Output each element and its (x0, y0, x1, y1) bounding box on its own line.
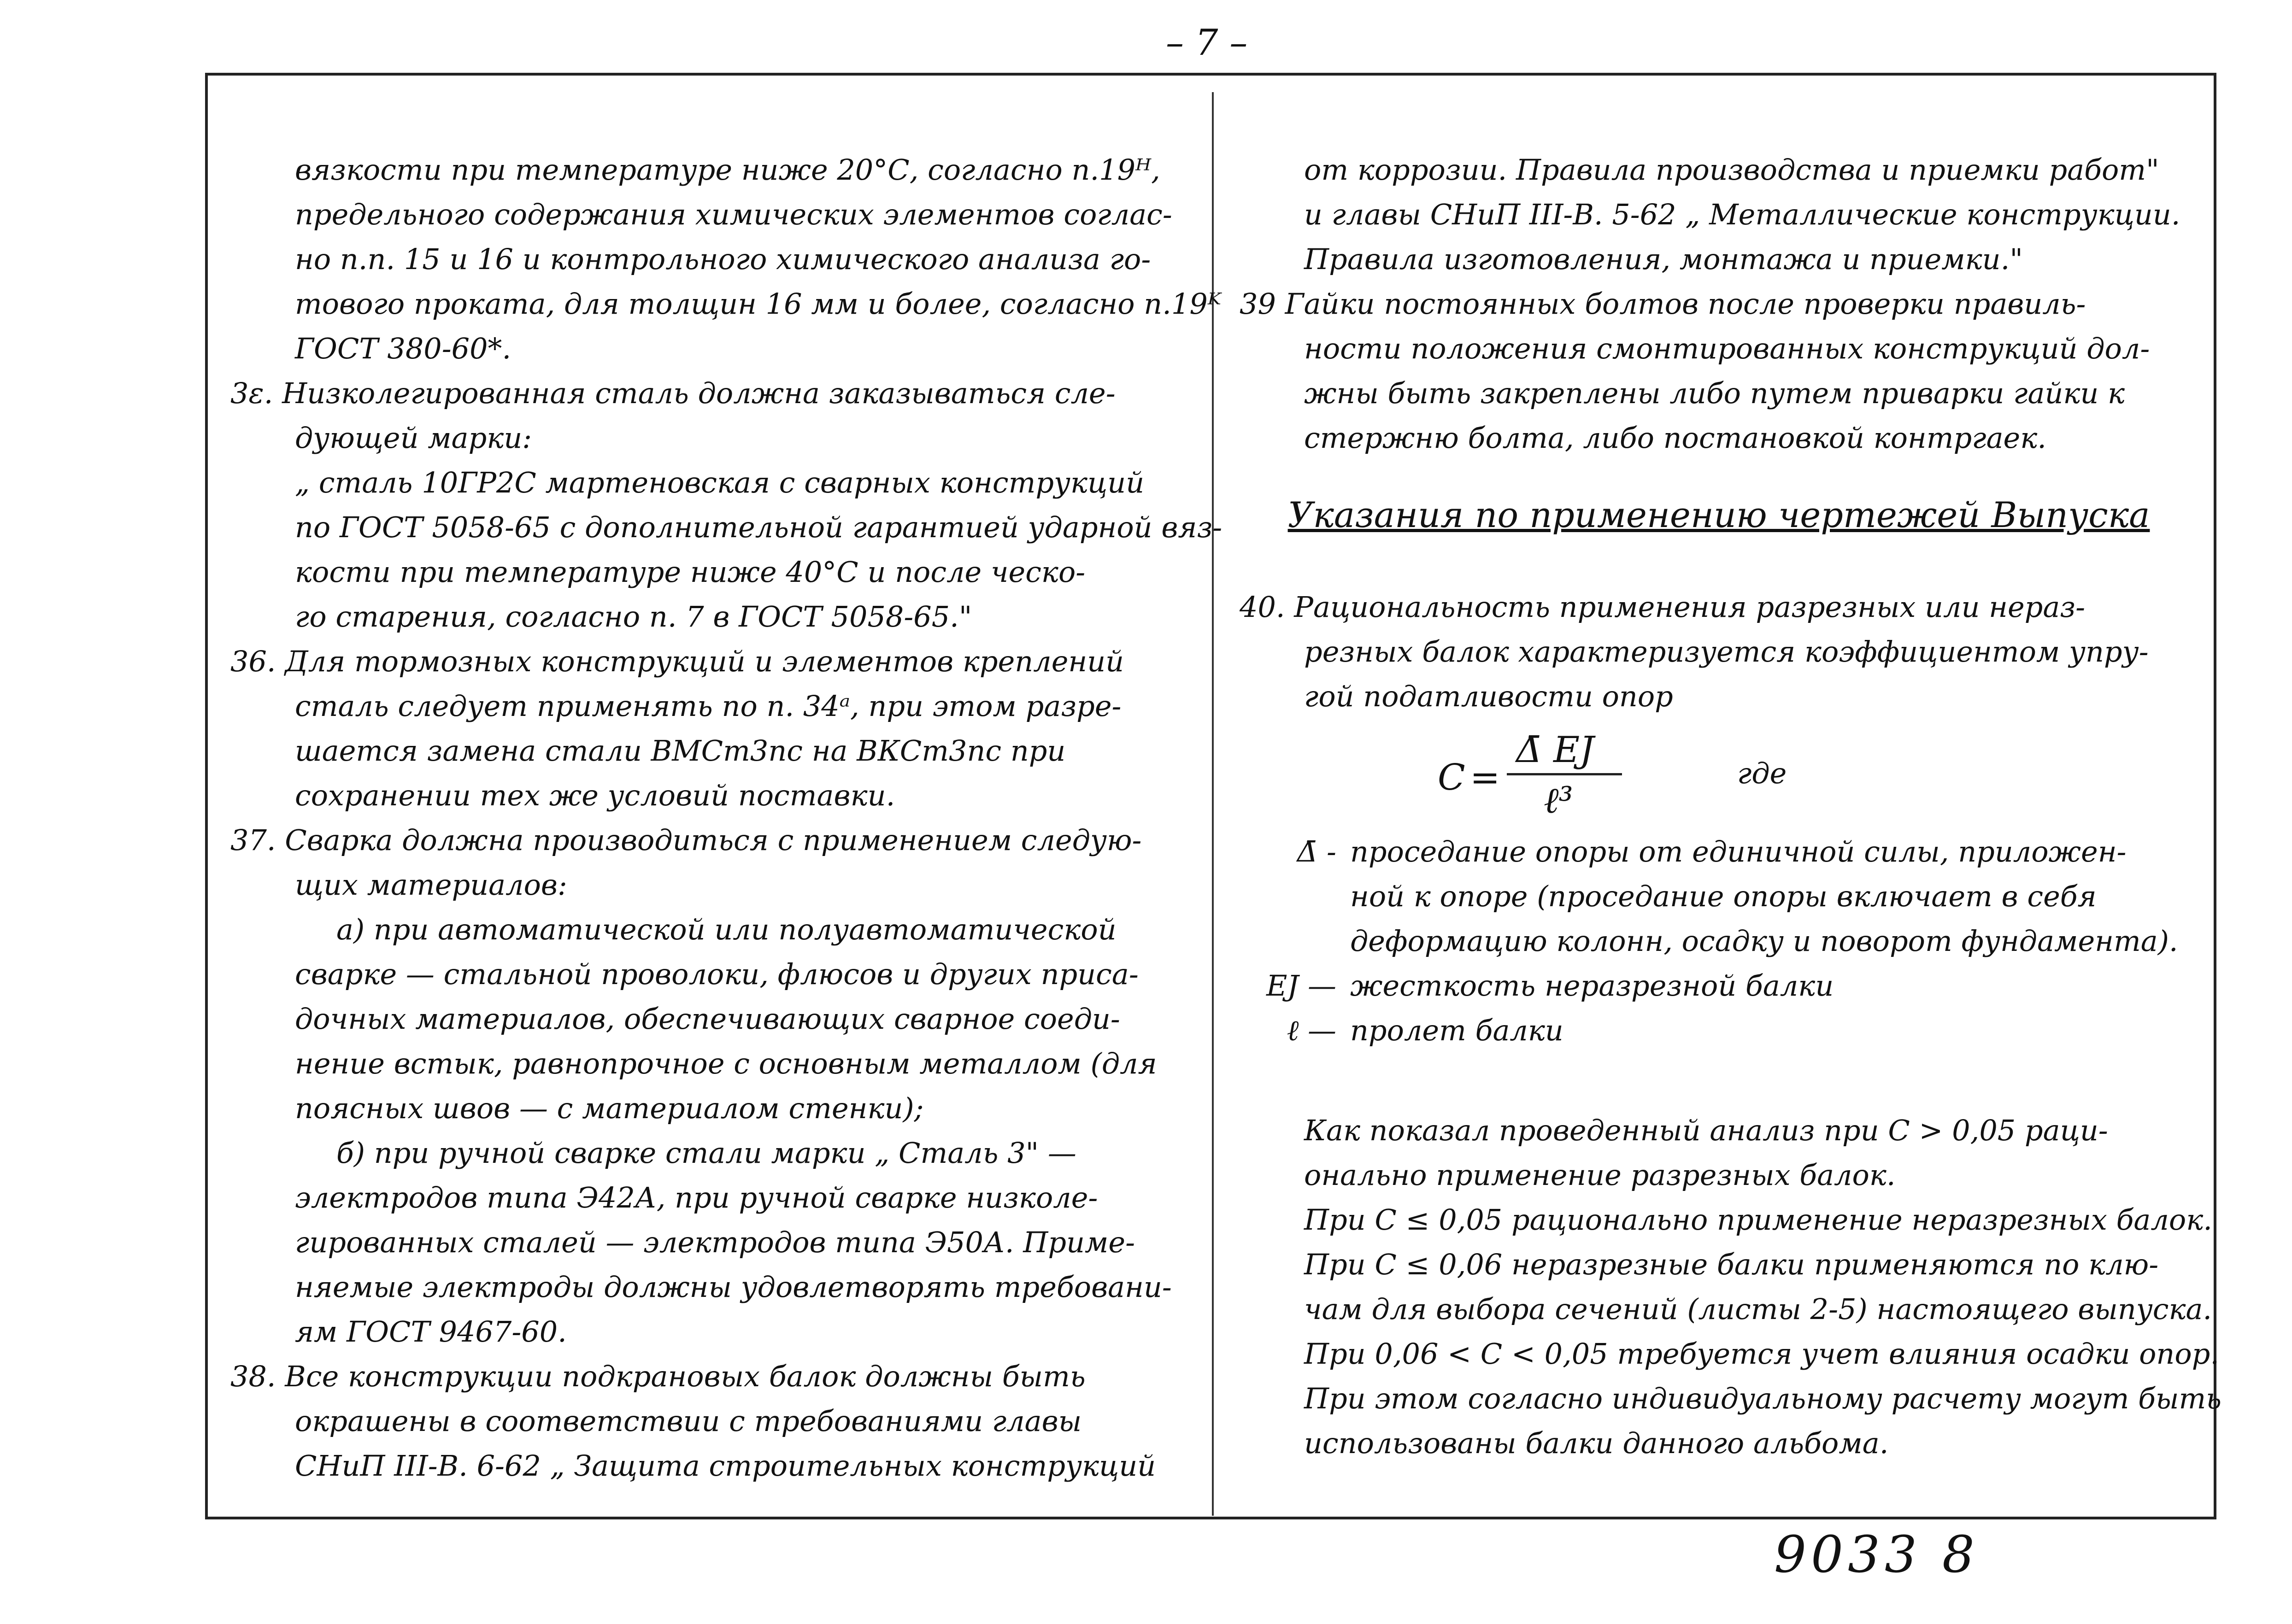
text-line: „ сталь 10ГР2С мартеновская с сварных конструкций (295, 466, 1145, 499)
text-line: ГОСТ 380-60*. (295, 332, 511, 365)
text-line: предельного содержания химических элементов соглас- (295, 198, 1172, 231)
left-column (230, 147, 1222, 1488)
text-line: При C ≤ 0,06 неразрезные балки применяются по клю- (1304, 1248, 2159, 1281)
text-line: щих материалов: (295, 868, 567, 902)
text-line: онально применение разрезных балок. (1304, 1158, 1896, 1192)
text-line: При этом согласно индивидуальному расчету могут быть (1304, 1382, 2221, 1415)
text-line: 39 Гайки постоянных болтов после проверки правиль- (1240, 287, 2086, 321)
text-line: 36. Для тормозных конструкций и элементов креплений (230, 645, 1124, 678)
formula (1240, 719, 2198, 829)
formula-where: где (1737, 756, 1787, 790)
text-line: 40. Рациональность применения разрезных или нераз- (1240, 590, 2086, 624)
text-line: Как показал проведенный анализ при C > 0,05 раци- (1304, 1114, 2108, 1147)
text-line: гированных сталей — электродов типа Э50А. Приме- (295, 1225, 1135, 1259)
text-line: поясных швов — с материалом стенки); (295, 1091, 924, 1125)
formula-equals: = (1470, 757, 1500, 798)
section-heading: Указания по применению чертежей Выпуска (1287, 494, 2150, 535)
definitions-block (1240, 829, 2198, 1053)
formula-numerator: Δ̄ EJ (1516, 729, 1594, 771)
text-line: дующей марки: (295, 421, 532, 455)
definition-text: пролет балки (1350, 1014, 1563, 1047)
text-line: СНиП III-В. 6-62 „ Защита строительных конструкций (295, 1449, 1156, 1483)
text-line: чам для выбора сечений (листы 2-5) настоящего выпуска. (1304, 1292, 2212, 1326)
text-line: стержню болта, либо постановкой контргаек. (1304, 421, 2046, 455)
definition-symbol: ℓ — (1287, 1014, 1336, 1047)
text-line: резных балок характеризуется коэффициентом упру- (1304, 635, 2149, 668)
text-line: При C ≤ 0,05 рационально применение неразрезных балок. (1304, 1203, 2212, 1237)
text-line: жны быть закреплены либо путем приварки гайки к (1304, 376, 2125, 410)
text-line: и главы СНиП III-В. 5-62 „ Металлические конструкции. (1304, 198, 2180, 231)
text-line: кости при температуре ниже 40°С и после ческо- (295, 555, 1086, 589)
right-mid-block (1240, 585, 2198, 719)
text-line: го старения, согласно п. 7 в ГОСТ 5058-65." (295, 600, 972, 633)
text-line: ности положения смонтированных конструкций дол- (1304, 332, 2150, 365)
formula-lhs: C (1438, 757, 1465, 798)
definition-text: деформацию колонн, осадку и поворот фундамента). (1350, 924, 2178, 958)
definition-symbol: Δ̄ - (1297, 835, 1336, 868)
text-line: шается замена стали ВМСт3пс на ВКСт3пс при (295, 734, 1066, 768)
page-number: – 7 – (1166, 22, 1248, 64)
text-line: использованы балки данного альбома. (1304, 1426, 1889, 1460)
text-line: сварке — стальной проволоки, флюсов и других приса- (295, 957, 1139, 991)
text-line: сталь следует применять по п. 34ᵃ, при этом разре- (295, 689, 1122, 723)
text-line: 38. Все конструкции подкрановых балок должны быть (230, 1360, 1086, 1393)
text-line: ям ГОСТ 9467-60. (295, 1315, 567, 1348)
text-line: При 0,06 < C < 0,05 требуется учет влияния осадки опор. (1304, 1337, 2220, 1371)
text-line: электродов типа Э42А, при ручной сварке низколе- (295, 1181, 1098, 1214)
text-line: нение встык, равнопрочное с основным металлом (для (295, 1047, 1157, 1080)
sheet-code: 9033 8 (1774, 1525, 1979, 1584)
right-top-block (1240, 147, 2198, 460)
definition-row (1240, 1008, 2198, 1053)
definition-row (1240, 963, 2198, 1008)
right-bottom-block (1240, 1108, 2221, 1466)
text-line: дочных материалов, обеспечивающих сварное соеди- (295, 1002, 1120, 1036)
text-line: по ГОСТ 5058-65 с дополнительной гарантией ударной вяз- (295, 510, 1222, 544)
text-line: Правила изготовления, монтажа и приемки." (1304, 242, 2023, 276)
text-line: 37. Сварка должна производиться с применением следую- (230, 823, 1142, 857)
definition-text: жесткость неразрезной балки (1350, 969, 1834, 1003)
formula-denominator: ℓ³ (1544, 780, 1573, 821)
definition-text: ной к опоре (проседание опоры включает в себя (1350, 879, 2097, 913)
text-line: но п.п. 15 и 16 и контрольного химического анализа го- (295, 242, 1151, 276)
text-line: сохранении тех же условий поставки. (295, 779, 895, 812)
definition-symbol: EJ — (1266, 969, 1336, 1003)
text-line: няемые электроды должны удовлетворять требовани- (295, 1270, 1172, 1304)
right-column (1240, 147, 2221, 1466)
definition-row (1240, 829, 2198, 874)
text-line: от коррозии. Правила производства и приемки работ" (1304, 153, 2159, 187)
text-line: окрашены в соответствии с требованиями главы (295, 1404, 1082, 1438)
text-line: тового проката, для толщин 16 мм и более, согласно п.19ᴷ (295, 287, 1221, 321)
definition-text: проседание опоры от единичной силы, приложен- (1350, 835, 2127, 868)
text-line: вязкости при температуре ниже 20°С, согласно п.19ᴴ, (295, 153, 1160, 187)
text-line: б) при ручной сварке стали марки „ Сталь 3" — (336, 1136, 1076, 1170)
text-line: гой податливости опор (1304, 680, 1673, 713)
text-line: 3ε. Низколегированная сталь должна заказываться сле- (230, 376, 1116, 410)
fraction-bar (1507, 773, 1622, 775)
text-line: а) при автоматической или полуавтоматической (336, 913, 1117, 946)
